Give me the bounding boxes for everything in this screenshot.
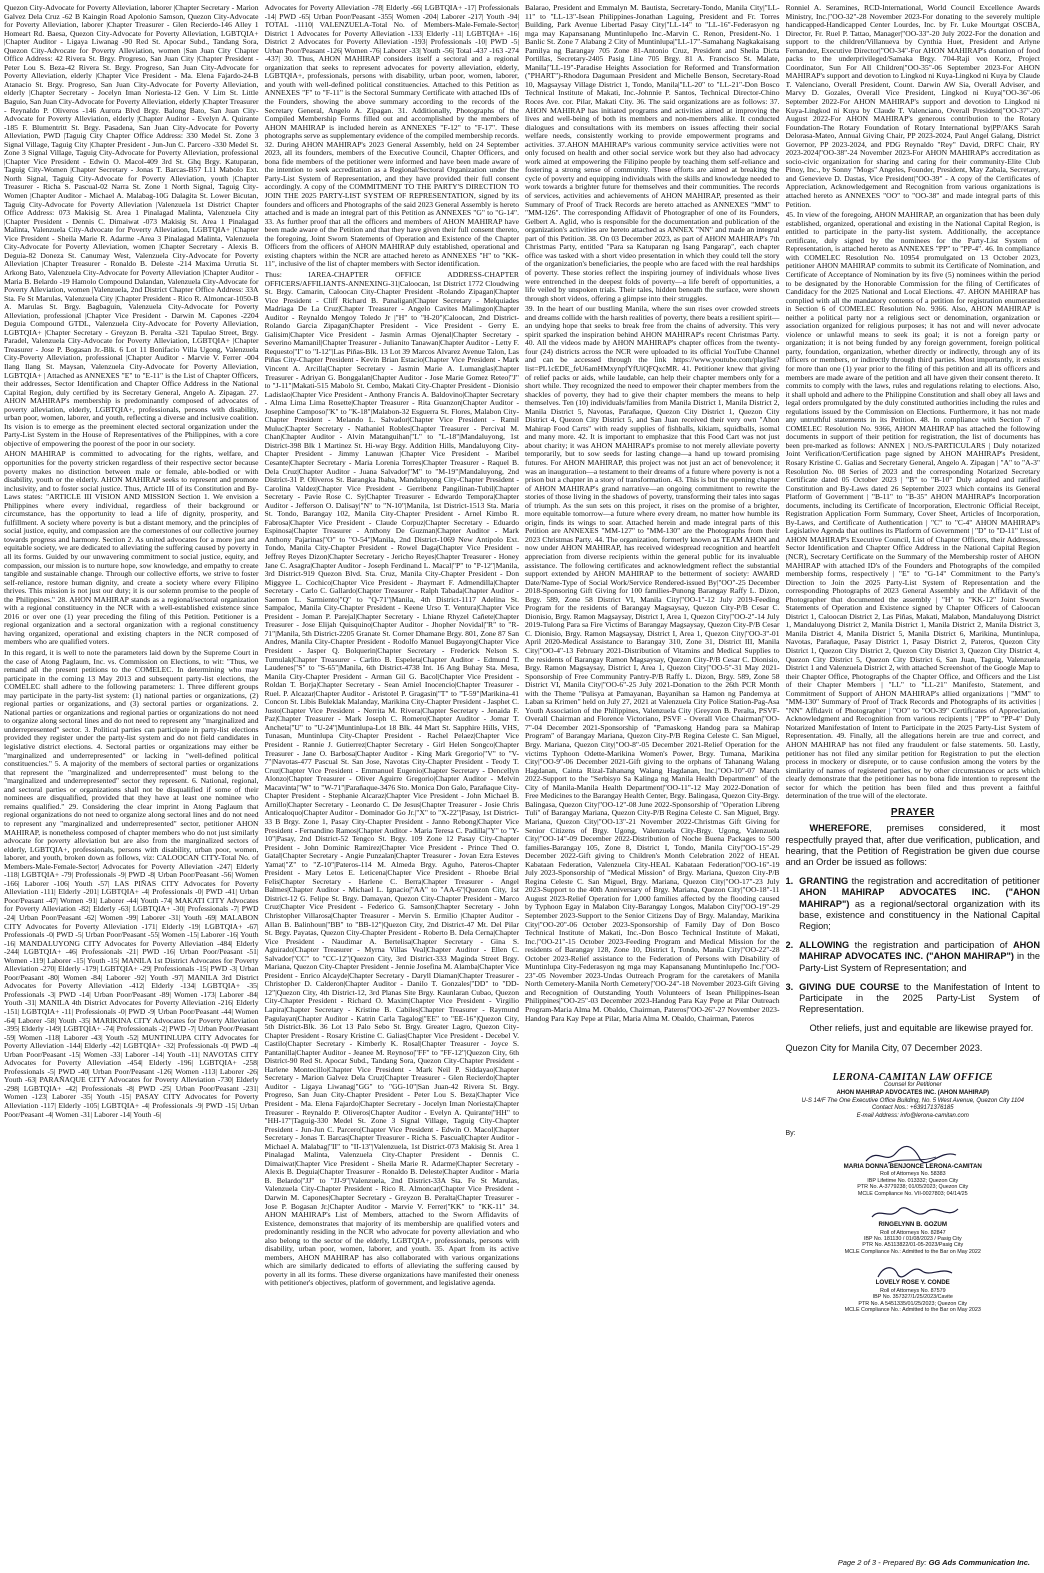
prayer-intro [786, 823, 1041, 868]
office-address: U-S 14/F The One Executive Office Building, No. 5 West Avenue, Quezon City 1104 [801, 1097, 1024, 1104]
signatory-detail: PTR No. A5113822/01-05-2023/Pasig City [862, 1242, 964, 1249]
prayer-item-mid: the registration and accreditation of petitioner [848, 876, 1040, 887]
prayer-item-verb: GIVING DUE COURSE [799, 981, 900, 992]
page-number: Page 2 of 3 [837, 1558, 877, 1567]
signatory-detail: Roll of Attorneys No. 87579 [879, 1287, 946, 1294]
signatory-detail: MCLE Compliance No.: Admitted to the Bar on May 2022 [844, 1248, 981, 1255]
prayer-item-verb: ALLOWING [799, 940, 850, 951]
office-email: E-mail Address: info@lerona-camitan.com [856, 1112, 969, 1119]
prayer-intro-rest: , premises considered, it most respectfully prayed that, after due verification, publication, and hearing, that the Petition of Registration be given due course and an Order be issued as follows: [785, 823, 1040, 868]
prayer-item-number: 1. [785, 876, 794, 887]
paragraph: 45. In view of the foregoing, AHON MAHIRAP, an organization that has been duly established, organized, operational and existing in the National Capital Region, is entitled to participate in the party-list system. Additionally, the acceptance certificate, duly signed by the nominees for the Party-List System of Representation, is attached hereto as ANNEXES "PP" to "PP-4". 46. In compliance with COMELEC Resolution No. 10954 promulgated on 13 October 2023, petitioner AHON MAHIRAP commits to submit its Certificate of Nomination, and Certificate of Acceptance of Nomination by its five (5) nominees within the period to be designated by the Honorable Commission for the filing of Certificates of Candidacy for the 2025 National and Local Elections. 47. AHON MAHIRAP has complied with all the mandatory contents of a petition for registration enumerated in Section 6 of COMELEC Resolution No. 9366. Also, AHON MAHIRAP is neither a political party nor a religious sect or denomination, organization or association organized for religious purposes; it has not and will never advocate violence or unlawful means to seek its goal; it is not a foreign party or organization; it is not being funded by any foreign government, foreign political party, foundation, organization, whether directly or indirectly, through any of its officers or members, or indirectly through third parties. Most importantly, it exists for more than one (1) year prior to the filing of this petition and all its officers and members are made aware of the petition and all have given their consent thereto. It commits to comply with the laws, rules and regulations relating to elections. Also, it shall uphold and adhere to the Philippine Constitution and shall obey all laws and legal orders promulgated by the duly constituted authorities including the rules and regulations issued by the Commission on Elections. Furthermore, it has not made any untruthful statements in its Petition. 48. In compliance with Section 7 of COMELEC Resolution No. 9366, AHON MAHIRAP has attached the following documents in support of their petition for registration, the list of documents has been pre-marked as follows: ANNEX | NO./S-PARTICULARS | Duly notarized Joint Verification/Certification page signed by AHON MAHIRAP's President, Rosary Kristine C. Galias and Secretary General, Angelo A. Zipagan | "A" to "A-3" Resolution No. 08 Series of 2023 and the corresponding Notarized Secretary Certificate dated 05 October 2023 | "B" to "B-10" Duly adopted and ratified Constitution and By-Laws dated 26 September 2023 which contains its General Platform of Government | "B-11" to "B-35" AHON MAHIRAP's Incorporation documents, including its Certificate of Incorporation, Electronic Official Receipt, Registration Application Form Summary, Cover Sheet, Articles of Incorporation, By-Laws, and Certificate of Authentication | "C" to "C-4" AHON MAHIRAP's Legislative Agenda that outlines its Platform of Government | "D" to "D-11" List of AHON MAHIRAP's Executive Council, List of Chapter Officers, their Addresses, Sector Identification and Chapter Office Address in the National Capital Region (NCR), Secretary Certificate on the Summary of the Membership roster of AHON MAHIRAP with attached ID's of the Founders and Photographs of the compiled membership forms, respectively | "E" to "G-14" Commitment to the Party's Direction to Join the 2025 Party-List System of Representation and the corresponding Photographs of 2023 General Assembly and the Affidavit of the Photographer that documented the assembly | "H" to "KK-12" Joint Sworn Statements of Operation and Existence signed by Chapter Officers of Caloocan District 1, Caloocan District 2, Las Piñas, Makati, Malabon, Mandaluyong District 1, Mandaluyong District 2, Manila District 1, Manila District 2, Manila District 3, Manila District 4, Manila District 5, Manila District 6, Marikina, Muntinlupa, Navotas, Parañaque, Pasay District 1, Pasay District 2, Pateros, Quezon City District 1, Quezon City District 2, Quezon City District 3, Quezon City District 4, Quezon City District 5, Quezon City District 6, San Juan, Taguig, Valenzuela District 1 and Valenzuela District 2, with attached Screenshot of the Google Map to their Chapter Office, Photographs of the Chapter Office, and Officers and the List of their Chapter Members | "LL" to "LL-21" Manifesto, Statement, and Commitment of Support of AHON MAHIRAP's allied organizations | "MM" to "MM-130" Summary of Proof of Track Records and Photographs of its activities | "NN" Affidavit of Photographer | "OO" to "OO-39" Certificates of Appreciation, Acknowledgment and Recognition from various recipients | "PP" to "PP-4" Duly Notarized Manifestation of Intent to Participate in the 2025 Party-List System of Representation. 49. Finally, all the allegations herein are true and correct, and AHON MAHIRAP has not filed any fraudulent or false statements. 50. Lastly, petitioner has not filed any similar petition for Registration to put the election process in mockery or disrepute, or to cause confusion among the voters by the similarity of names of registered parties, or by other circumstances or acts which clearly demonstrate that the petitioner has no bona fide intention to represent the sector for which the petition has been filed and thus prevent a faithful determination of the true will of the electorate. [785, 210, 1040, 801]
prayer-item-rest: as a regional/sectoral organization with its base, existence and constituency in the National Capital Region; [799, 898, 1040, 932]
prepared-by: GG Ads Communication Inc. [928, 1558, 1030, 1567]
signatory-name: MARIA DONNA BENJONCE LERONA-CAMITAN [843, 1162, 982, 1170]
prayer-item-verb: GRANTING [799, 876, 849, 887]
paragraph: Ronniel A. Seramines, RCD-International, World Council Excellence Awards Ministry, Inc.|"OO-32"-28 November 2023-For donating to the severely multiple handicapped-Handicapped Center Lourdes, Inc. by Fr. Luke Mourtgat OSCBA, Director, Fr. Ruel P. Tattao, Manager|"OO-33"-20 July 2022-For the donation and support to the children/Villanueva by Cynthia Huet, President and Arlyne Fernandez, Executive Director|"OO-34"-For AHON MAHIRAP's donation of food packs to the underprivileged/Samaka Brgy. 704-Raji von Korz, Project Coordinator, Sun For All Children|"OO-35"-06 September 2023-For AHON MAHIRAP's support and devotion to Lingkod ni Kuya-Lingkod ni Kuya by Claude T. Valenciano, Overall President, Count. Darwin AW Sia, Overall Adviser, and Marvy D. Gozales, Overall Vice President, Lingkod ni Kuya|"OO-36"-06 September 2022-For AHON MAHIRAP's support and devotion to Lingkod ni Kuya-Lingkod ni Kuya by Claude T. Valenciano, Overall President|"OO-37"-20 August 2022-For AHON MAHIRAP's generous contribution to the Rotary Foundation-The Rotary Foundation of Rotary International by|PP/AKS Sarah Delorasa-Mateo, Annual Giving Chair, PP 2023-2024, Paul Angel Galang, District Governor, PP 2023-2024, and PDG Reynaldo "Rey" David, DRFC Chair, RY 2023-2024|"OO-38"-24 November 2023-For AHON MAHIRAP's accreditation as socio-civic organization for sharing and caring for their community-Elite Club Pinoy, Inc., by Sonny "Mogs" Angeles, Founder, President, May Zabala, Secretary, and Genevieve D. Dastas, Vice President|"OO-39" - A copy of the Certificates of Appreciation, Acknowledgement and Recognition from various organizations is attached hereto as ANNEXES "OO" to "OO-38" and made integral parts of this Petition. [785, 4, 1040, 209]
prayer-item-org: AHON MAHIRAP ADVOCATES INC. ("AHON MAHIRAP") [799, 940, 1040, 962]
column-3 [525, 4, 780, 1549]
signatory-detail: IBP No. 357327/1/25/2023/Cavite [872, 1294, 953, 1301]
signatory-detail: IBP No. 181130 / 01/08/2023 / Pasig City [863, 1236, 962, 1243]
paragraph: Advocates for Poverty Alleviation -78| Elderly -66| LGBTQIA+ -17| Professionals -14| PWD -65| Urban Poor/Peasant -355| Women -204| Laborer -217| Youth -94| TOTAL -1110| VALENZUELA-Total No. of Members-Male-Female-Sector| District 1 Advocates for Poverty Alleviation -133| Elderly -11| LGBTQIA+ -16| District 2 Advocates for Poverty Alleviation -193| Professionals -10| PWD -5| Urban Poor/Peasant -126| Women -76| Laborer -33| Youth -56| Total -437 -163 -274 -437| 30. Thus, AHON MAHIRAP considers itself a sectoral and a regional organization that seeks to represent advocates for poverty alleviation, elderly, LGBTQIA+, professionals, persons with disability, urban poor, women, laborer, and youth with well-defined political constituencies. Attached to this Petition as ANNEXES "F" to "F-11" is the Sectoral Summary Certificate with attached IDs of the Founders, showing the above summary according to the records of the Secretary General, Angelo A. Zipagan. 31. Additionally, Photographs of the Compiled Membership Forms filled out and accomplished by the members of AHON MAHIRAP is included herein as ANNEXES "F-12" to "F-17". These photographs serve as supplementary evidence of the compiled membership records. 32. During AHON MAHIRAP's 2023 General Assembly, held on 24 September 2023, all its founders, members of the Executive Council, Chapter Officers, and bona fide members of the petitioner were informed and have been made aware of the intention to seek accreditation as a Regional/Sectoral Organization under the Party-List System of Representation, and they have provided their full consent accordingly. A copy of the COMMITMENT TO THE PARTY'S DIRECTION TO JOIN THE 2025 PARTY-LIST SYSTEM OF REPRESENTATION, signed by its founders and officers and Photographs of the said 2023 General Assembly is hereto attached and is made an integral part of this Petition as ANNEXES "G" to "G-14". 33. As further proof that all the officers and members of AHON MAHIRAP have been made aware of the Petition and that they have given their full consent thereto, the foregoing, Joint Sworn Statements of Operation and Existence of the Chapter Officers from the officers of AHON MAHIRAP duly established, operational and existing chapters within the NCR are attached hereto as ANNEXES "H" to "KK-11", inclusive of the list of chapter members with Sector identification. [264, 4, 519, 269]
signatory-detail: Roll of Attorneys No. 58383 [879, 1171, 946, 1178]
page-footer [838, 1558, 1030, 1567]
signatory-detail: IBP Lifetime No. 013332; Quezon City [867, 1177, 959, 1184]
prayer-item-mid: the registration and participation of [849, 940, 1013, 951]
signatory-detail: PTR No. A-3779238; 01/05/2023; Quezon City [857, 1184, 969, 1191]
prayer-heading: PRAYER [890, 806, 935, 818]
prepared-by-prefix: - Prepared By: [876, 1558, 929, 1567]
prayer-item [786, 982, 1041, 1016]
column-2 [265, 4, 520, 1549]
prayer-item-number: 2. [785, 940, 794, 951]
signatory-detail: MCLE Compliance No.: Admitted to the Bar on May 2023 [844, 1307, 981, 1314]
client-org: AHON MAHIRAP ADVOCATES INC. (AHON MAHIRAP) [836, 1090, 990, 1096]
paragraph: 39. In the heart of our bustling Manila, where the sun rises over crowded streets and dreams collide with the harsh realities of poverty, there beats a resilient spirit—an undying hope that seeks to break free from the chains of adversity. This very spirit sparked the inspiration behind AHON MAHIRAP's recent Christmas Party. 40. All the videos made by AHON MAHIRAP's chapter offices from the twenty-four (24) districts across the NCR were uploaded to its official YouTube Channel and can be accessed through the link https://www.youtube.com/playlist?list=PL1cEDE_feU6amHMxynpfYfUiQFQxcMR. 41. Petitioner knew that giving of relief packs or aids, while laudable, can help their chapter members only for a short while. They recognized the need to empower their chapter members from the shackles of poverty, they had to give their chapter members the means to help themselves. Ten (10) individuals/families from Manila District 1, Manila District 2, Manila District 5, Navotas, Parañaque, Quezon City District 1, Quezon City District 4, Quezon City District 5, and San Juan received their very own "Ahon Mahirap Food Carts" with ready supplies of fishballs, kikiam, squidballs, isomal and many more. 42. It is important to emphasize that this Food Cart was not just about charity; it was AHON MAHIRAP's promise to not merely alleviate poverty temporarily, but to sow seeds for lasting change—a hand up toward promising futures. For AHON MAHIRAP, this project was not just an act of benevolence; it was an inauguration—a testament to their dreams of a future where poverty is not a prison but a chapter in a story of transformation. 43. This is but the opening chapter of AHON MAHIRAP's grand narrative—an ongoing commitment to rewrite the stories of those living in the shadows of poverty, transforming their tales into sagas of triumph. As the sun sets on this project, it rises on the promise of a brighter, more equitable tomorrow—a future where every dream, no matter how humble its origin, finds its wings to soar. Attached herein and made integral parts of this Petition are ANNEXES "MM-127" to "MM-130" are the Photographs from their 2023 Christmas Party. 44. The organization, formerly known as TEAM AHON and now under AHON MAHIRAP, has received widespread recognition and heartfelt appreciation from diverse recipients within the general public for its invaluable assistance. The following certificates and acknowledgment reflect the substantial support extended by AHON MAHIRAP to the betterment of society: AWARD Date/Name-Type of Social Work/Service Rendered-issued By|"OO"-25 December 2018-Sponsoring Gift Giving for 100 families-Punong Barangay Raffy L. Dizon, Brgy. 589, Zone 58 District VI, Manila City|"OO-1"-12 July 2019-Feeding Program for the residents of Barangay Magsaysay, Quezon City-P/B Cesar C. Dionisio, Brgy. Ramon Magsaysay, District I, Area 1, Quezon City|"OO-2"-14 July 2019-Tulong Para sa Fire Victims of Barangay Magsaysay, Quezon City-P/B Cesar C. Dionisio, Brgy. Ramon Magsaysay, District I, Area 1, Quezon City|"OO-3"-01 April 2020-Medical Assistance to Barangay 310, Zone 31, District III, Manila City|"OO-4"-13 February 2021-Distribution of Vitamins and Medical Supplies to the residents of Barangay Ramon Magsaysay, Quezon City-P/B Cesar C. Dionisio, Brgy. Ramon Magsaysay, District I, Area 1, Quezon City|"OO-5"-31 May 2021-Sponsorship of Free Community Pantry-P/B Raffy L. Dizon, Brgy. 589, Zone 58 District VI, Manila City|"OO-6"-25 July 2021-Donation to the 26th PCR Month with the Theme "Pulisya at Pamayanan, Bayanihan sa Hamon ng Pandemya at Laban sa Krimen" held on July 27, 2021 at Valenzuela City Police Station-Pag-Asa Youth Association of the Philippines, Valenzuela City |Greyzon B. Peralta, PSVF-Overall Chairman and Florence Victoriano, PSVF - Overall Vice Chairman|"OO-7"-04 December 2021-Sponsorship of "Pamaskong Handog para sa Mahirap Program" of Barangay Mariana, Quezon City-P/B Regina Celeste C. San Miguel, Brgy. Mariana, Quezon City|"OO-8"-05 December 2021-Relief Operation for the victims Typhoon Odette-Marikina Women's Power, Brgy. Tumana, Marikina City|"OO-9"-06 December 2021-Gift giving to the orphans of Tahanang Walang Hagdanan, Cainta Rizal-Tahanang Walang Hagdanan, Inc.|"OO-10"-07 March 2022-Support to the "Serbisyo Sa Kalinga ng Manila Health Department" of the City of Manila-Manila Health Department|"OO-11"-12 May 2022-Donation of Free Medicines to the Barangay Health Center, Brgy. Balingasa, Quezon City-Brgy. Balingasa, Quezon City|"OO-12"-08 June 2022-Sponsorship of "Operation Libreng Tuli" of Barangay Mariana, Quezon City-P/B Regina Celeste C. San Miguel, Brgy. Mariana, Quezon City|"OO-13"-21 November 2022-Christmas Gift Giving for Senior Citizens of Brgy. Ugong, Valenzuela City-Brgy. Ugong, Valenzuela City|"OO-14"-09 December 2022-Distribution of Noche Buena Packages to 500 families-Barangay 105, Zone 8, District I, Tondo, Manila City|"OO-15"-29 December 2022-Gift giving to Children's Month Celebration 2022 of HEAL Kabataan Federation, Valenzuela City-HEAL Kabataan Federation|"OO-16"-19 July 2023-Sponsorship of "Medical Mission" of Brgy. Mariana, Quezon City-P/B Regina Celeste C. San Miguel, Brgy. Mariana, Quezon City|"OO-17"-23 July 2023-Support to the 40th Anniversary of Brgy. Mariana, Quezon City|"OO-18"-11 August 2023-Relief Operation for 1,000 families affected by the flooding caused by Typhoon Egay in Malabon City-Barangay Longos, Malabon City|"OO-19"-29 September 2023-Support to the Senior Citizens Day of Brgy. Malanday, Marikina City|"OO-20"-06 October 2023-Sponsorship of Family Day of Don Bosco Technical Institute of Makati, Inc.-Don Bosco Technical Institute of Makati, Inc.|"OO-21"-15 October 2023-Feeding Program and Medical Mission for the residents of Barangay 128, Zone 10, District I, Tondo, Manila City|"OO-22"-28 October 2023-Relief assistance to the Federation of Persons with Disability of Muntinlupa City-Federasyon ng mga may Kapansanang Muntinlupeño Inc.|"OO-23"-05 November 2023-Undas Outreach Program for the caretakers of Manila North Cemetery-Manila North Cemetery|"OO-24"-18 November 2023-Gift Giving and Recognition of Outstanding Youth Volunteers of Isean Philippines-Isean Philippines|"OO-25"-03 December 2023-Handog Para Kay Pepe at Pilar Outreach Program-Maria Alma M. Obaldo, Chairman, Pateros|"OO-26"-27 November 2023-Handog Para Kay Pepe at Pilar, Maria Alma M. Obaldo, Chairman, Pateros [525, 304, 780, 1023]
column-1 [4, 4, 259, 1549]
column-4 [786, 4, 1041, 1549]
signatory-detail: MCLE Compliance No. VII-0027803; 04/14/25 [857, 1190, 968, 1197]
signatory-block [786, 1143, 1041, 1197]
paragraph: AHON MAHIRAP is committed to advocating for the rights, welfare, and opportunities for the poverty stricken regardless of their respective sector because poverty makes no distinction between male or female, able-bodied or with disability, youth or the elderly. AHON MAHIRAP seeks to represent and promote inclusivity, and to foster social justice. Thus, Article III of its Constitution and By-Laws states: "ARTICLE III VISION AND MISSION Section 1. We envision a Philippines where every individual, regardless of their background or circumstance, has the opportunity to lead a life of dignity, prosperity, and fulfillment. A society where poverty is but a distant memory, and the principles of social justice, equity, and compassion are the cornerstones of our collective journey towards progress and harmony. Section 2. As united advocates for a more just and equitable society, we are dedicated to alleviating the suffering caused by poverty in all its forms. Guided by our unwavering commitment to social justice, equity, and compassion, our mission is to nurture hope, sow knowledge, and empathy to create tangible and sustainable change. Through our collective efforts, we strive to foster self-reliance, restore human dignity, and create a society where every Filipino thrives. This mission is not just our duty; it is our solemn promise to the people of the Philippines." 28. AHON MAHIRAP stands as a regional/sectoral organization with a regional constituency in the NCR with a well-established existence since 2016 or over one (1) year preceding the filing of this Petition. Petitioner is a regional organization and a sectoral organization with a regional constituency having organized, operational and existing chapters in the NCR composed of members who are qualified voters. [4, 449, 259, 647]
prayer-item [786, 876, 1041, 932]
prayer-item-org: AHON MAHIRAP ADVOCATES INC. ("AHON MAHIRAP") [799, 887, 1040, 909]
signatory-details [786, 1230, 1041, 1256]
signatory-block [786, 1259, 1041, 1313]
other-reliefs-text: Other reliefs, just and equitable are likewise prayed for. [809, 1023, 1034, 1034]
prayer-list [786, 876, 1041, 1015]
place-date: Quezon City for Manila City, 07 December 2023. [785, 1042, 983, 1053]
law-office-block [786, 1082, 1041, 1120]
other-reliefs [786, 1023, 1041, 1034]
counsel-for: Counsel for Petitioner [883, 1082, 942, 1089]
paragraph: Quezon City-Advocate for Poverty Alleviation, laborer |Chapter Secretary - Marion Galvez Dela Cruz -62 B Kaingin Road Apolonio Samson, Quezon City-Advocate for Poverty Alleviation, laborer |Chapter Treasurer - Glen Recierdo-146 Alley 1 Homeart Rd. Baesa, Quezon City-Advocate for Poverty Alleviation, LGBTQIA+ |Chapter Auditor - Ligaya Liwanag -90 Red St. Apocar Subd., Tandang Sora, Quezon City-Advocate for Poverty Alleviation, women |San Juan City Chapter Office Address: 42 Rivera St. Brgy. Progreso, San Juan City |Chapter President - Peter Lou S. Beza-42 Rivera St. Brgy. Progreso, San Juan City-Advocate for Poverty Alleviation, elderly |Chapter Vice President - Ma. Elena Fajardo-24-B Atanacio St. Brgy. Progreso, San Juan City-Advocate for Poverty Alleviation, elderly |Chapter Secretary - Jocelyn Iman Noriesta-12 Gen. V Lim St. Little Baguio, San Juan City-Advocate for Poverty Alleviation, elderly |Chapter Treasurer - Reynaldo P. Oliveros -146 Aurora Blvd Brgy. Balong Bato, San Juan City-Advocate for Poverty Alleviation, elderly |Chapter Auditor - Evelyn A. Quirante -185 F. Blumentritt St. Brgy. Pasadena, San Juan City-Advocate for Poverty Alleviation, PWD |Taguig City Chapter Office Address: 330 Medel St. Zone 3 Signal Village, Taguig City |Chapter President - Jun-Jun C. Parcero -330 Medel St. Zone 3 Signal Village, Taguig City-Advocate for Poverty Alleviation, professional |Chapter Vice President - Edwin O. Macol-409 3rd St. Ghq Brgy. Katuparan, Taguig City-Women |Chapter Secretary - Jonas T. Barcas-B57 L11 Mabolo Ext. North Signal, Taguig City-Advocate for Poverty Alleviation, youth |Chapter Treasurer - Richa S. Pascual-02 Narra St. Zone 1 North Signal, Taguig City-Women |Chapter Auditor - Michael A. Malabag-10G Dalagita St. Lower Bicutan, Taguig City-Advocate for Poverty Alleviation |Valenzuela 1st District Chapter Office Address: 073 Makisig St. Area 1 Pinalagad Malinta, Valenzuela City |Chapter President - Dennis C. Dimaiwat -073 Makisig St. Area 1 Pinalagad Malinta, Valenzuela City-Advocate for Poverty Alleviation, LGBTQIA+ |Chapter Vice President - Sheila Marie R. Adarme -Area 3 Pinalagad Malinta, Valenzuela City-Advocate for Poverty Alleviation, women |Chapter Secretary - Alexis B. Deguia-82 Doneza St. Canumay West, Valenzuela City-Advocate for Poverty Alleviation |Chapter Treasurer - Ronaldo B. Deleste -214 Maxima Urrutia St. Arkong Bato, Valenzuela City-Advocate for Poverty Alleviation |Chapter Auditor - Maria B. Belardo -19 Hamolo Compound Dalandan, Valenzuela City-Advocate for Poverty Alleviation, women |Valenzuela, 2nd District Chapter Office Address: 33A Sta. Fe St Marulas, Valenzuela City |Chapter President - Rico R. Almoncar-1050-B A. Marulas St. Brgy. Bagbaguin, Valenzuela City-Advocate for Poverty Alleviation, professional |Chapter Vice President - Darwin M. Capones -2204 Deguia Compound GTDL, Valenzuela City-Advocate for Poverty Alleviation, LGBTQIA+ |Chapter Secretary - Greyzon B. Peralta -321 Tapulao Street, Brgy. Paradel, Valenzuela City-Advocate for Poverty Alleviation, LGBTQIA+ |Chapter Treasurer - Jose P. Bogasan Jr.-Blk. 6 Lot 11 Bonifacio Villa Ugong, Valenzuela City-Poverty Alleviation, professional |Chapter Auditor - Marvie V. Ferrer -004 Ilang Ilang St. Maysan, Valenzuela City-Advocate for Poverty Alleviation, LGBTQIA+ | Attached as ANNEXES "E" to "E-11" is the List of Chapter Officers, their addresses, Sector Identification and Chapter Office Address in the National Capital Region, duly certified by its Secretary General, Angelo A. Zipagan. 27. AHON MAHIRAP's membership is predominantly composed of advocates of poverty alleviation, elderly, LGBTQIA+, professionals, persons with disability, urban poor, women, laborer, and youth, reflecting a diverse and inclusive coalition. Its vision is to emerge as the preeminent elected sectoral organization under the Party-List System in the House of Representatives of the Philippines, with a core objective of empowering the poorest of the poor in our society. [4, 4, 259, 448]
signatory-name: LOVELY ROSE Y. CONDE [875, 1279, 950, 1287]
office-contact: Contact Nos.: +639171376185 [871, 1105, 954, 1112]
prayer-item-rest: in the Party-List System of Representation; and [799, 951, 1040, 973]
paragraph: Thus: IAREA-CHAPTER OFFICE ADDRESS-CHAPTER OFFICERS/AFFILIANTS-ANNEXING-31|Caloocan, 1st District 1772 Cloudwing St. Brgy. Camarin, Caloocan City-Chapter President -Rolando Zipagan|Chapter Vice President - Cliff Richard B. Panaligan|Chapter Secretary - Melquiades Madriaga De La Cruz|Chapter Treasurer - Angelo Cavites Malimgon|Chapter Auditor - Reynaldo Mengoy Toledo Jr |"H" to "H-20"|Caloocan, 2nd District-Rolando Garcia Zipagan|Chapter President - Vice President - Gerry E. Galisim|Chapter Vice President - Jasmin Armas Ojenal|Chapter Secretary - Severino Mamanil|Chapter Treasurer - Julianito Tanawan|Chapter Auditor - Letty F. Requesto|"I" to "I-12"|Las Piñas-Blk. 13 Lot 39 Marcos Alvarez Avenue Talon, Las Piñas City-Chapter President - Kevin Brian Estacio|Chapter Vice President - Mark Vincent A. Arcilla|Chapter Secretary - Jasmin Marie A. Lumanglas|Chapter Treasurer - Adriyan G. Bonggalan|Chapter Auditor - Jose Marie Gomez Reteo|"J" to "J-11"|Makati-515 Mabolo St. Cembo, Makati City-Chapter President - Dionisio Ladislao|Chapter Vice President - Anthony Francis A. Baldovino|Chapter Secretary - Alma Lima Lima Rosette|Chapter Treasurer - Rita Guanzon|Chapter Auditor - Josephine Camposo|"K" to "K-18"|Malabon-32 Esguerra St. Flores, Malabon City-Chapter President - Melando L. Salvador|Chapter Vice President - Ramil Muluc|Chapter Secretary - Nathaniel Robles|Chapter Treasurer - Percival M. Chan|Chapter Auditor - Alvin Matanguihan|"L" to "L-18"|Mandaluyong, 1st District-398 Blk 1 Martinez St. Hi-way Brgy. Addition Hills, Mandaluyong City-Chapter President - Jimmy Lanuwan |Chapter Vice President - Maribel Cesante|Chapter Secretary - Maria Lorenia Torres|Chapter Treasurer - Raquel B. Dela Cruz|Chapter Auditor - Juana Salvador|"M" to "M-19"|Mandaluyong, 2nd District-31 P. Oliveros St. Barangka Ibaba, Mandaluyong City-Chapter President - Carolina Valdez|Chapter Vice President - Gerribenz Pangilinan-Tubil|Chapter Secretary - Pavie Rose C. Sy|Chapter Treasurer - Edwardo Tempora|Chapter Auditor - Jefferson O. Dalisay|"N" to "N-10"|Manila, 1st District-1513 Sta. Maria St. Tondo, Barangay 102, Manila City-Chapter President - Arnel Kimbo R. Fabrosa|Chapter Vice President - Claude Corpuz|Chapter Secretary - Eduardo Espinosa|Chapter Treasurer - Anthony De Guzman|Chapter Auditor - Mark Anthony Pajarinas|"O" to "O-54"|Manila, 2nd District-1069 New Antipolo Ext. Tondo, Manila City-Chapter President - Rowel Daga|Chapter Vice President - Jeffrey Reyes Dizon|Chapter Secretary - Jericho Reyes|Chapter Treasurer - Honey Jane C. Asagra|Chapter Auditor - Joseph Ferdinand L. Macal|"P" to "P-12"|Manila, 3rd District-919 Quezon Blvd. Sta. Cruz, Manila City-Chapter President - Don Miggyee L. Cochico|Chapter Vice President - Jhaymart F. Admendilla|Chapter Secretary - Carlo C. Gallardo|Chapter Treasurer - Ralph Tabada|Chapter Auditor - Saemon L. Sarmiento|"Q" to "Q-71"|Manila, 4th District-1117 Adelina St. Sampaloc, Manila City-Chapter President - Keene Urso T. Ventura|Chapter Vice President - Joman P. Parejal|Chapter Secretary - Lhiane Rhyzel Cañete|Chapter Treasurer - Jose Elijah Quisquino|Chapter Auditor - Jhopher Novidal|"R" to "R-71"|Manila, 5th District-2205 Granate St. Corner Dhamane Brgy. 801, Zone 87 San Andres, Manila City-Chapter President - Rodolfo Manuel Bugayong|Chapter Vice President - Jasper Q. Bolquerin|Chapter Secretary - Frederick Nelson S. Tumulak|Chapter Treasurer - Carlito B. Espeleta|Chapter Auditor - Edmund T. Laudenes|"S" to "S-65"|Manila, 6th District-4738 Int. 16 Ang Buhay Sta. Mesa, Manila City-Chapter President - Arman Gil G. Bacol|Chapter Vice President - Roldan T. Borja|Chapter Secretary - Sean Amiel Inocencio|Chapter Treasurer - Ruel. P. Alcazar|Chapter Auditor - Aristotel P. Gragasin|"T" to "T-59"|Marikina-41 Concon St. Libis Buleklak Malanday, Marikina City-Chapter President - Jasphet C. Justo|Chapter Vice President - Nerrita M. Rivera|Chapter Secretary - Jenaida F. Paz|Chapter Treasurer - Mark Joseph C. Romero|Chapter Auditor - Jomar T. Ancheta|"U" to "U-24"|Muntinlupa-Lot 18 Blk. 44 Mart St. Sapphire Hills, VHS, Tunasan, Muntinlupa City-Chapter President - Rachel Pelaez|Chapter Vice President - Rannie J. Gutierrez|Chapter Secretary - Girl Helen Songco|Chapter Treasurer - Jane O. Barbosa|Chapter Auditor - King Mark Gregorio|"V" to "V-7"|Navotas-477 Pascual St. San Jose, Navotas City-Chapter President - Teody T. Cruz|Chapter Vice President - Emmanuel Eugenio|Chapter Secretary - Dencellyn Alonzo|Chapter Treasurer - Oliver Aguirre Gregorio|Chapter Auditor - Melvin Macavinta|"W" to "W-71"|Parañaque-3476 Sto. Monica Don Galo, Parañaque City-Chapter President - Stephanie Alcaraz|Chapter Vice President - John Michael B. Arnillo|Chapter Secretary - Leonardo C. De Jesus|Chapter Treasurer - Josie Chris Anticaloquo|Chapter Auditor - Dominador Go Jr.|"X" to "X-22"|Pasay, 1st District-33 B Brgy. Zone 1, Pasay City-Chapter President - Janno Rebong|Chapter Vice President - Fernandino Ramos|Chapter Auditor - Maria Teresa C. Padilla|"Y" to "Y-10"|Pasay, 2nd District-52 Tengco St. Brgy. 109 Zone 12 Pasay City-Chapter President - John Dominic Ramirez|Chapter Vice President - Prince Thed O. Gatal|Chapter Secretary - Angie Punzalan|Chapter Treasurer - Jovan Ezra Esteves Yamat|"Z" to "Z-10"|Pateros-114 M. Almeda Brgy. Aguho, Pateros-Chapter President - Mary Letos E. Leticena|Chapter Vice President - Rhoebe Brial Felis|Chapter Secretary - Harlene C. Berra|Chapter Treasurer - Angel Balmes|Chapter Auditor - Michael L. Ignacio|"AA" to "AA-6"|Quezon City, 1st District-12 G. Felipe St. Brgy. Damayan, Quezon City-Chapter President - Marco Cruz|Chapter Vice President - Federico G. Samson|Chapter Secretary - John Christopher Villarosa|Chapter Treasurer - Mervin S. Ermilio |Chapter Auditor - Allan B. Balinhoun|"BB" to "BB-12"|Quezon City, 2nd District-47 Mt. Del Pilar St. Brgy. Payatas, Quezon City-Chapter President - Roberto B. Dela Cerna|Chapter Vice President - Naudimar A. Bertelisa|Chapter Secretary - Gina S. Aguirado|Chapter Treasurer - Myrna Villas Veal|Chapter Auditor - Ellen C. Salvador|"CC" to "CC-12"|Quezon City, 3rd District-333 Maginda Street Brgy. Mariana, Quezon City-Chapter President - Jennie Josefina M. Alamba|Chapter Vice President - Enrico Alcayde|Chapter Secretary - Daryll Diaman|Chapter Treasurer - Christopher D. Calderon|Chapter Auditor - Danilo T. Gonzales|"DD" to "DD-12"|Quezon City, 4th District-12, 3rd Planas Site Brgy. Kaunlaran Cubao, Quezon City-Chapter President - Richard O. Maxim|Chapter Vice President - Virgilio Lapira|Chapter Secretary - Kristine B. Cabiles|Chapter Treasurer - Raymund Pagulayan|Chapter Auditor - Katrin Carla Tagalog|"EE" to "EE-16"|Quezon City, 5th District-Blk. 36 Lot 13 Palo Sebo St. Brgy. Greater Lagro, Quezon City-Chapter President - Rosary Kristine C. Galias|Chapter Vice President - Decebel V. Castilo|Chapter Secretary - Kimberly K. Rosal|Chapter Treasurer - Joyce S. Pantanilla|Chapter Auditor - Jeanee M. Reynoso|"FF" to "FF-12"|Quezon City, 6th District-90 Red St. Apocar Subd., Tandang Sora, Quezon City-Chapter President - Harlene Montecillo|Chapter Vice President - Mark Neil P. Siddayao|Chapter Secretary - Marion Galvez Dela Cruz|Chapter Treasurer - Glen Recierdo|Chapter Auditor - Ligaya Liwanag|"GG" to "GG-10"|San Juan-42 Rivera St. Brgy. Progreso, San Juan City-Chapter President - Peter Lou S. Beza|Chapter Vice President - Ma. Elena Fajardo|Chapter Secretary - Jocelyn Iman Noriesta|Chapter Treasurer - Reynaldo P. Oliveros|Chapter Auditor - Evelyn A. Quirante|"HH" to "HH-17"|Taguig-330 Medel St. Zone 3 Signal Village, Taguig City-Chapter President - Jun-Jun C. Parcero|Chapter Vice President - Edwin O. Macol|Chapter Secretary - Jonas T. Barcas|Chapter Treasurer - Richa S. Pascual|Chapter Auditor - Michael A. Malabag|"II" to "II-13"|Valenzuela, 1st District-073 Makisig St. Area 1 Pinalagad Malinta, Valenzuela City-Chapter President - Dennis C. Dimaiwat|Chapter Vice President - Sheila Marie R. Adarme|Chapter Secretary - Alexis B. Deguia|Chapter Treasurer - Ronaldo B. Deleste|Chapter Auditor - Maria B. Belardo|"JJ" to "JJ-9"|Valenzuela, 2nd District-33A Sta. Fe St Marulas, Valenzuela City-Chapter President - Rico R. Almoncar|Chapter Vice President - Darwin M. Capones|Chapter Secretary - Greyzon B. Peralta|Chapter Treasurer - Jose P. Bogasan Jr.|Chapter Auditor - Marvie V. Ferrer|"KK" to "KK-11" 34. AHON MAHIRAP's List of Members, attached to the Sworn Affidavits of Existence, demonstrates that majority of its membership are qualified voters and predominantly residing in the NCR who advocate for poverty alleviation and who also belong to the sector of the elderly, LGBTQIA+, professionals, persons with disability, urban poor, women, laborer, and youth. 35. Apart from its active members, AHON MAHIRAP has also collaborated with various organizations which are similarly dedicated to efforts of alleviating the suffering caused by poverty in all its forms. These diverse organizations have manifested their oneness with petitioner's objectives, platform of government, and legislative agenda. [264, 269, 519, 1288]
signatory-details [786, 1171, 1041, 1197]
column-4-body [786, 4, 1041, 803]
signatory-name: RINGELYNN B. GOZUM [878, 1221, 948, 1229]
signatory-details [786, 1288, 1041, 1314]
prayer-intro-lead: WHEREFORE [809, 823, 870, 834]
signatory-detail: Roll of Attorneys No. 82847 [879, 1229, 946, 1236]
text-columns [4, 4, 1040, 1549]
signatory-detail: PTR No. A 5451335/01/25/2023; Quezon City [858, 1300, 968, 1307]
prayer-item-number: 3. [785, 981, 794, 992]
law-office-name: LERONA-CAMITAN LAW OFFICE [832, 1071, 993, 1083]
paragraph: In this regard, it is well to note the parameters laid down by the Supreme Court in the case of Atong Paglaum, Inc. vs. Commission on Elections, to wit: "Thus, we remand all the present petitions to the COMELEC. In determining who may participate in the coming 13 May 2013 and subsequent party-list elections, the COMELEC shall adhere to the following parameters: 1. Three different groups may participate in the party-list system: (1) national parties or organizations, (2) regional parties or organizations, and (3) sectoral parties or organizations. 2. National parties or organizations and regional parties or organizations do not need to organize along sectoral lines and do not need to represent any "marginalized and underrepresented" sector. 3. Political parties can participate in party-list elections provided they register under the party-list system and do not field candidates in legislative district elections. 4. Sectoral parties or organizations may either be "marginalized and underrepresented" or lacking in "well-defined political constituencies." 5. A majority of the members of sectoral parties or organizations that represent the "marginalized and underrepresented" must belong to the "marginalized and underrepresented" sector they represent. 6. National, regional, and sectoral parties or organizations shall not be disqualified if some of their nominees are disqualified, provided that they have at least one nominee who remains qualified." 29. Considering the clear imprint in Atong Paglaum that regional organizations do not need to organize along sectoral lines and do not need to represent any "marginalized and underrepresented" sector, petitioner AHON MAHIRAP, is nonetheless composed of chapter members who do not just similarly advocate for poverty alleviation but are also from the marginalized sectors of elderly, LGBTQIA+, professionals, persons with disability, urban poor, women, laborer, and youth, broken down as follows, viz: CALOOCAN CITY-Total No. of Members-Male-Female-Sector| Advocates for Poverty Alleviation -247| Elderly -118| LGBTQIA+ -79| Professionals -9| PWD -8| Urban Poor/Peasant -56| Women -166| Laborer -106| Youth -57| LAS PIÑAS CITY Advocates for Poverty Alleviation -111| Elderly -201| LGBTQIA+ -4| Professionals -0| PWD -41| Urban Poor/Peasant -47| Women -91| Laborer -44| Youth -74| MAKATI CITY Advocates for Poverty Alleviation -82| Elderly -63| LGBTQIA+ -30| Professionals -7| PWD -24| Urban Poor/Peasant -62| Women -99| Laborer -31| Youth -69| MALABON CITY Advocates for Poverty Alleviation -171| Elderly -19| LGBTQIA+ -67| Professionals -0| PWD -5| Urban Poor/Peasant -55| Women -15| Laborer -16| Youth -16| MANDALUYONG CITY Advocates for Poverty Alleviation -484| Elderly -244| LGBTQIA+ -46| Professionals -21| PWD -16| Urban Poor/Peasant -51| Women -119| Laborer -15| Youth -15| MANILA 1st District Advocates for Poverty Alleviation -270| Elderly -179| LGBTQIA+ -29| Professionals -15| PWD -3| Urban Poor/Peasant -80| Women -84| Laborer -92| Youth -97| MANILA 3rd District Advocates for Poverty Alleviation -412| Elderly -134| LGBTQIA+ -35| Professionals -3| PWD -14| Urban Poor/Peasant -89| Women -173| Laborer -84| Youth -31| MANILA 4th District Advocates for Poverty Alleviation -216| Elderly -151| LGBTQIA+ -11| Professionals -0| PWD -9| Urban Poor/Peasant -44| Women -64| Laborer -58| Youth -35| MARIKINA CITY Advocates for Poverty Alleviation -395| Elderly -149| LGBTQIA+ -74| Professionals -2| PWD -7| Urban Poor/Peasant -59| Women -118| Laborer -43| Youth -52| MUNTINLUPA CITY Advocates for Poverty Alleviation -144| Elderly -42| LGBTQIA+ -32| Professionals -0| PWD -4| Urban Poor/Peasant -15| Women -33| Laborer -14| Youth -11| NAVOTAS CITY Advocates for Poverty Alleviation -454| Elderly -196| LGBTQIA+ -258| Professionals -5| PWD -40| Urban Poor/Peasant -126| Women -113| Laborer -26| Youth -63| PARAÑAQUE CITY Advocates for Poverty Alleviation -730| Elderly -298| LGBTQIA+ -42| Professionals -8| PWD -25| Urban Poor/Peasant -231| Women -123| Laborer -35| Youth -15| PASAY CITY Advocates for Poverty Alleviation -117| Elderly -105| LGBTQIA+ -4| Professionals -9| PWD -15| Urban Poor/Peasant -4| Women -31| Laborer -14| Youth -6| [4, 648, 259, 1119]
signatory-block [786, 1201, 1041, 1255]
prayer-item [786, 940, 1041, 974]
prayer-item-mid: to the Manifestation of Intent to Participate in the 2025 Party-List System of Representation. [799, 981, 1040, 1015]
by-label: By: [785, 1130, 796, 1138]
paragraph: Balarao, President and Emmalyn M. Bautista, Secretary-Tondo, Manila City|"LL-11" to "LL-13"-Isean Philippines-Jonathan Laguing, President and Fr. Torres Building, Park Avenue Libertad Pasay City|"LL-14" to "LL-16"-Federasyon ng mga may Kapansanang Muntinlupeño Inc.-Marvin C. Renon, President-No. 1 Banlic St. Zone 7 Alabang 2 City of Muntinlupa|"LL-17"-Samahang Nagkakaisang Pamilya ng Barangay 705 Zone 81-Antonio Cruz, President and Sheila Dicta Portillas, Secretary-2405 Pasig Line 705 Brgy. 81 A. Francisco St. Malate, Manila|"LL-19"-Paradise Heights Association for Reformed and Transformation ("PHART")-Rhodora Dagumaan President and Michelle Benson, Secretary-Road 10, Magsaysay Village District 1, Tondo, Manila|"LL-20" to "LL-21"-Don Bosco Technical Institute of Makati, Inc.-Johnnie P. Santos, Technical Director-Chino Roces Ave. cor. Pilar, Makati City. 36. The said organizations are as follows: 37. AHON MAHIRAP has initiated programs and activities aimed at improving the lives and well-being of both its members and non-members alike. It conducted dialogues and consultations with its members on issues affecting their social welfare needs, consistently working to provide empowerment programs and activities. 37.AHON MAHIRAP's various community service activities were not only focused on health and other social service work but they also had advocacy work aimed at empowering the Filipino people by teaching them self-reliance and fostering a strong sense of community. These efforts are aimed at breaking the cycle of poverty and equipping individuals with the skills and knowledge needed to work towards a brighter future for themselves and their communities. The records of services, activities and achievements of AHON MAHIRAP, presented as their Summary of Proof of Track Records are hereto attached as ANNEXES "MM" to "MM-126". The corresponding Affidavit of Photographer of one of its Founders, Gelbert A. Aglid, who is responsible for the documentation and publication of the organization's activities are hereto attached as ANNEX "NN" and made an integral part of this Petition. 38. On 03 December 2023, as part of AHON MAHIRAP's 7th Christmas Party, entitled "Para sa Katuparan ng Isang Pangarap", each chapter office was tasked with a short video presentation in which they could tell the story of the organization's beneficiaries, the people who are faced with the real hardships of poverty. These stories reflect the inspiring journey of individuals whose lives were entrenched in the deepest folds of poverty—a life bereft of opportunities, a life veiled by unspoken trials. Their tales, hidden beneath the surface, were shown through short videos, offering a glimpse into their struggles. [525, 4, 780, 303]
prayer-section [786, 823, 1041, 1061]
